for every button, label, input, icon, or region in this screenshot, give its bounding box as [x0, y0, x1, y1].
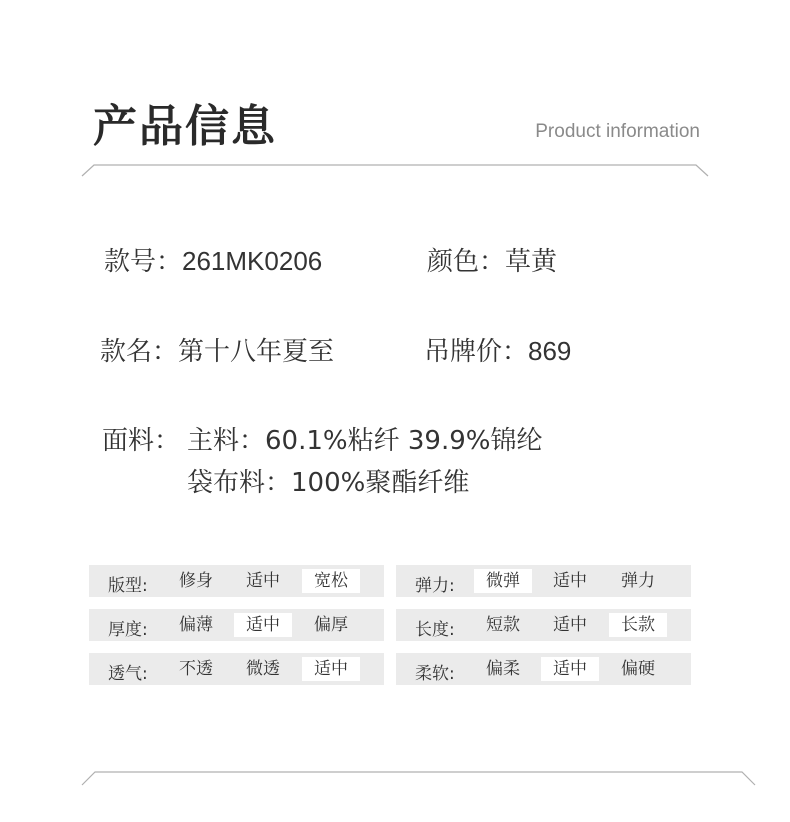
spec-option-elasticity-stretch: 弹力: [621, 571, 655, 591]
spec-option-elasticity-medium: 适中: [553, 571, 587, 591]
spec-row-elasticity: [396, 565, 691, 597]
spec-option-elasticity-slight: 微弹: [474, 569, 532, 593]
spec-row-thickness: [89, 609, 384, 641]
spec-option-softness-stiff: 偏硬: [621, 659, 655, 679]
color-value: 草黄: [505, 247, 558, 277]
spec-option-thickness-thin: 偏薄: [179, 615, 213, 635]
style-name-value: 第十八年夏至: [178, 337, 335, 367]
spec-label-elasticity: 弹力:: [415, 576, 455, 596]
spec-option-thickness-thick: 偏厚: [314, 615, 348, 635]
spec-option-fit-loose: 宽松: [302, 569, 360, 593]
spec-label-breathability: 透气:: [108, 664, 148, 684]
spec-label-fit: 版型:: [108, 576, 148, 596]
spec-option-fit-slim: 修身: [179, 571, 213, 591]
spec-option-softness-soft: 偏柔: [486, 659, 520, 679]
spec-option-breathability-medium: 适中: [302, 657, 360, 681]
style-number-value: 261MK0206: [182, 246, 323, 276]
color: [427, 241, 557, 278]
fabric-label: 面料：: [102, 426, 181, 456]
spec-option-thickness-medium: 适中: [234, 613, 292, 637]
spec-label-softness: 柔软:: [415, 664, 455, 684]
spec-row-softness: [396, 653, 691, 685]
tag-price-value: 869: [528, 336, 572, 366]
spec-option-length-short: 短款: [486, 615, 520, 635]
spec-row-breathability: [89, 653, 384, 685]
lining-fabric: 袋布料：100%聚酯纤维: [187, 468, 470, 498]
spec-option-breathability-slight: 微透: [246, 659, 280, 679]
tag-price-label: 吊牌价：: [424, 337, 529, 367]
style-number-label: 款号：: [104, 247, 183, 277]
header-divider: [0, 160, 790, 180]
color-label: 颜色：: [427, 247, 506, 277]
spec-option-fit-regular: 适中: [246, 571, 280, 591]
page-title: 产品信息: [93, 101, 277, 152]
style-number: [104, 241, 322, 278]
spec-option-length-long: 长款: [609, 613, 667, 637]
page-subtitle: Product information: [535, 121, 700, 142]
spec-label-length: 长度:: [415, 620, 455, 640]
main-fabric: 主料：60.1%粘纤 39.9%锦纶: [187, 426, 543, 456]
spec-option-length-medium: 适中: [553, 615, 587, 635]
style-name-label: 款名：: [100, 337, 179, 367]
spec-row-length: [396, 609, 691, 641]
tag-price: [424, 331, 571, 368]
spec-option-softness-medium: 适中: [541, 657, 599, 681]
spec-label-thickness: 厚度:: [108, 620, 148, 640]
style-name: [100, 331, 334, 368]
spec-option-breathability-none: 不透: [179, 659, 213, 679]
footer-divider: [0, 767, 790, 787]
spec-row-fit: [89, 565, 384, 597]
